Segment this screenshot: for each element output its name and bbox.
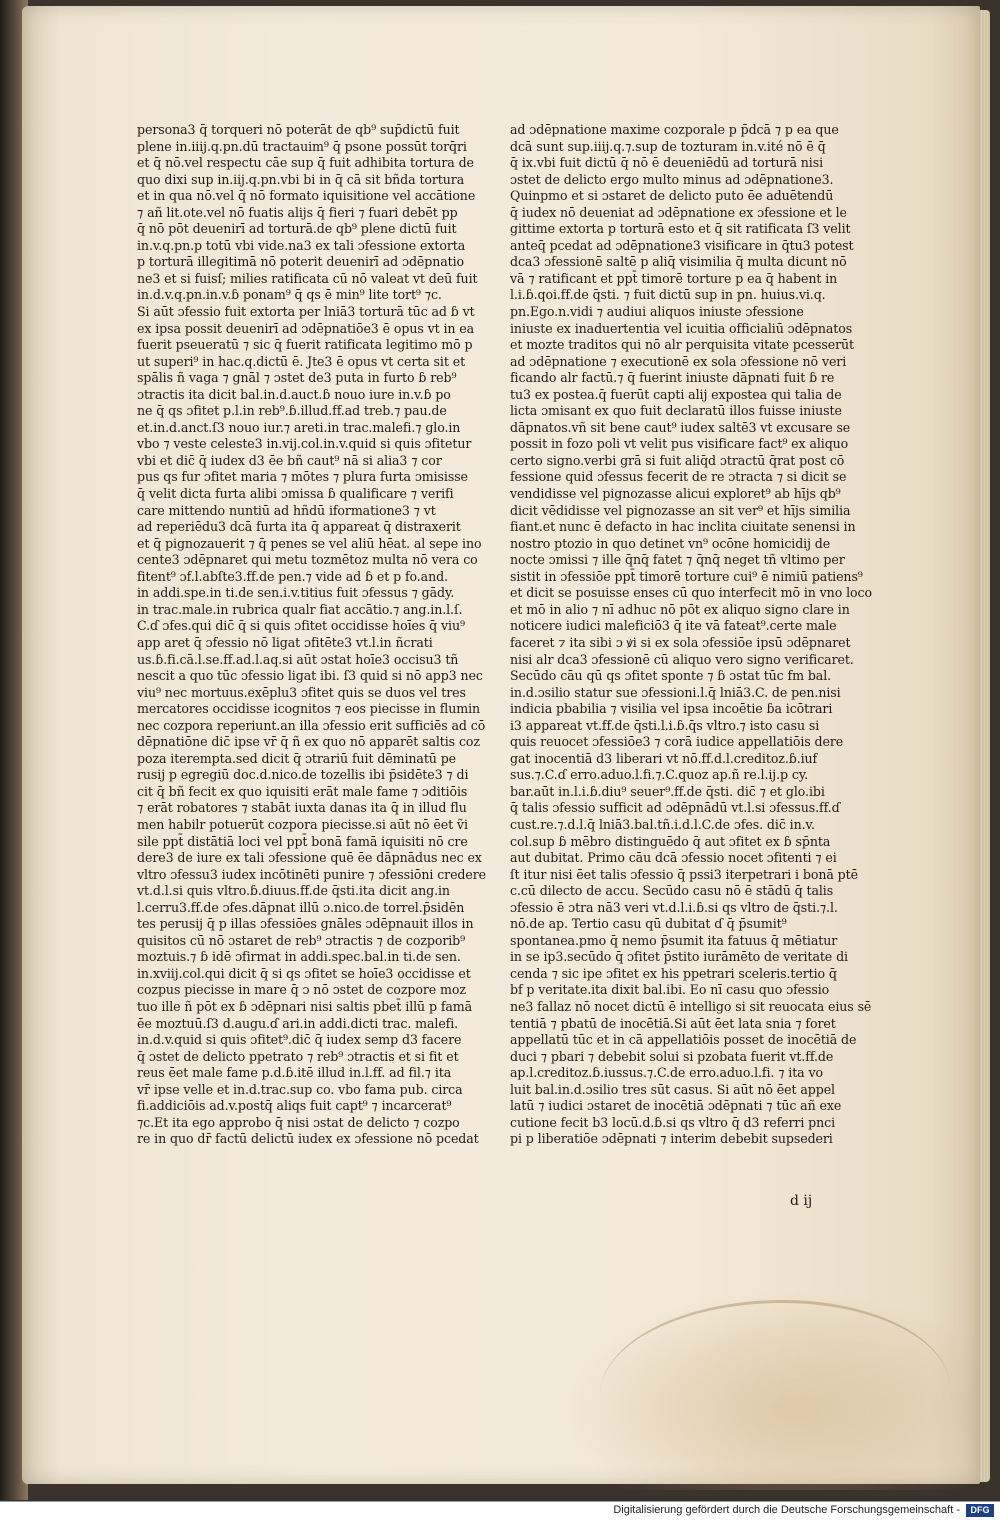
text-line: sile ppt̄ distātiā loci vel ppt̄ bonā famā iquisiti nō cre	[137, 833, 468, 849]
text-line: q̄ talis ɔfessio sufficit ad ɔdēpnādū vt.l.si ɔfessus.ff.ɗ	[510, 800, 841, 816]
text-line: indicia pbabilia ⁊ visilia vel ipsa incoētie ɓa icōtrari	[510, 701, 833, 717]
text-line: certo signo.verbi grā si fuit aliq̄d ɔtractū q̄rat post cō	[510, 452, 845, 468]
text-line: plene in.iiij.q.pn.dū tractauim⁹ q̄ psone possūt torq̄ri	[137, 138, 467, 154]
text-line: quisitos cū nō ɔstaret de reb⁹ ɔtractis ⁊ de cozporib⁹	[137, 932, 466, 948]
text-line: cust.re.⁊.d.l.q̄ lniā3.bal.tñ.i.d.l.C.de ɔfes. dic̄ in.v.	[510, 816, 815, 832]
text-line: in.v.q.pn.p totū vbi vide.na3 ex tali ɔfessione extorta	[137, 237, 466, 253]
text-line: in trac.male.in rubrica qualr fiat accātio.⁊ ang.in.l.ſ.	[137, 601, 463, 617]
text-line: mercatores occidisse icognitos ⁊ eos piecisse in flumin	[137, 701, 481, 717]
text-line: ut superi⁹ in hac.q.dictū ē. Jte3 ē opus vt certa sit et	[137, 353, 466, 369]
text-line: nō.de ap. Tertio casu qū dubitat ɗ q̄ p̄sumit⁹	[510, 916, 787, 932]
text-line: nisi alr dca3 ɔfessionē cū aliquo vero signo verificaret.	[510, 651, 854, 667]
text-line: Si aūt ɔfessio fuit extorta per lniā3 torturā tūc ad ɓ vt	[137, 304, 475, 320]
text-line: i3 appareat vt.ff.de q̄sti.l.i.ɓ.q̄s vltro.⁊ isto casu si	[510, 717, 820, 733]
text-line: ad ɔdēpnatione ⁊ executionē ex sola ɔfessione nō veri	[510, 353, 847, 369]
text-line: tuo ille ñ pōt ex ɓ ɔdēpnari nisi saltis pbet̄ illū p famā	[137, 998, 473, 1014]
text-line: dcā sunt sup.iiij.q.⁊.sup de tozturam in.v.ité nō ē q̄	[510, 138, 826, 154]
text-line: vbo ⁊ veste celeste3 in.vij.col.in.v.quid si quis ɔfitetur	[137, 436, 472, 452]
text-line: cente3 ɔdēpnaret qui metu tozmētoz multa nō vera co	[137, 552, 478, 568]
text-line: vbi et dic̄ q̄ iudex d3 ēe bñ caut⁹ nā si alia3 ⁊ cor	[137, 452, 442, 468]
text-line: cutione fecit b3 locū.d.ɓ.si qs vltro q̄ d3 referri pnci	[510, 1114, 836, 1130]
text-line: q̄ iudex nō deueniat ad ɔdēpnatione ex ɔfessione et le	[510, 204, 847, 220]
text-line: sus.⁊.C.ɗ erro.aduo.l.fi.⁊.C.quoz ap.ñ re.l.ij.p cy.	[510, 767, 809, 783]
text-line: ɔstet de delicto ergo multo minus ad ɔdēpnatione3.	[510, 171, 834, 187]
text-line: ap.l.creditoz.ɓ.iussus.⁊.C.de erro.aduo.l.fi. ⁊ ita vo	[510, 1065, 823, 1081]
text-line: in se ip3.secūdo q̄ ɔfitet p̄stito iurāmēto de veritate di	[510, 949, 848, 965]
text-line: pus qs fur ɔfitet maria ⁊ mōtes ⁊ plura furta ɔmisisse	[137, 469, 468, 485]
text-line: bf p veritate.ita dixit bal.ibi. Eo nī casu quo ɔfessio	[510, 982, 830, 998]
text-line: dāpnatos.vñ sit bene caut⁹ iudex saltē3 vt excusare se	[510, 419, 851, 435]
text-line: et q̄ nō.vel respectu cāe sup q̄ fuit adhibita tortura de	[137, 155, 474, 171]
text-line: gittime extorta p torturā esto et q̄ sit ratificata ſ3 velit	[510, 221, 851, 237]
text-line: ɔfessio ē ɔtra nā3 veri vt.d.l.i.ɓ.si qs vltro de q̄sti.⁊.l.	[510, 899, 838, 915]
funding-notice: Digitalisierung gefördert durch die Deutsche Forschungsgemeinschaft -	[613, 1504, 960, 1516]
text-line: fiant.et nunc ē defacto in hac inclita ciuitate senensi in	[510, 519, 856, 535]
text-column-left	[137, 122, 492, 1148]
text-line: spālis ñ vaga ⁊ gnāl ⁊ ɔstet de3 puta in furto ɓ reb⁹	[137, 370, 457, 386]
text-line: l.cerru3.ff.de ɔfes.dāpnat illū ɔ.nico.de torrel.p̄sidēn	[137, 899, 465, 915]
text-line: anteq̄ pcedat ad ɔdēpnatione3 visificare in q̄tu3 potest	[510, 237, 854, 253]
text-line: p torturā illegitimā nō poterit deuenirī ad ɔdēpnatio	[137, 254, 465, 270]
text-line: et.in.d.anct.ſ3 nouo iur.⁊ areti.in trac.malefi.⁊ glo.in	[137, 419, 461, 435]
text-line: ɔtractis ita dicit bal.in.d.auct.ɓ nouo iure in.v.ɓ po	[137, 386, 451, 402]
text-line: iniuste ex inaduertentia vel icuitia officialiū ɔdēpnatos	[510, 320, 853, 336]
text-line: l.i.ɓ.qoi.ff.de q̄sti. ⁊ fuit dictū sup in pn. huius.vi.q.	[510, 287, 826, 303]
text-line: cit q̄ bñ fecit ex quo iquisiti erāt male fame ⁊ ɔditiōis	[137, 783, 468, 799]
text-line: pi p liberatiōe ɔdēpnati ⁊ interim debebit supsederi	[510, 1131, 833, 1147]
text-line: tes perusij q̄ p illas ɔfessiōes gnāles ɔdēpnauit illos in	[137, 916, 474, 932]
text-line: nescit a quo tūc ɔfessio ligat ibi. ſ3 quid si nō app3 nec	[137, 668, 483, 684]
text-line: in addi.spe.in ti.de sen.i.v.titius fuit ɔfessus ⁊ gādy.	[137, 585, 455, 601]
text-line: vr̄ ipse velle et in.d.trac.sup co. vbo fama pub. circa	[137, 1081, 463, 1097]
text-line: gat inocentiā d3 liberari vt nō.ff.d.l.creditoz.ɓ.iuf	[510, 750, 818, 766]
text-line: care mittendo nuntiū ad hñdū iformatione3 ⁊ vt	[137, 502, 436, 518]
text-line: licta ɔmisant ex quo fuit declaratū illos fuisse iniuste	[510, 403, 842, 419]
text-line: et dicit se posuisse enses cū quo interfecit mō in vno loco	[510, 585, 872, 601]
text-line: duci ⁊ pbari ⁊ debebit solui si pzobata fuerit vt.ff.de	[510, 1048, 834, 1064]
text-line: Secūdo cāu qū qs ɔfitet sponte ⁊ ɓ ɔstat tūc fm bal.	[510, 668, 832, 684]
text-line: moztuis.⁊ ɓ idē ɔfirmat in addi.spec.bal.in ti.de sen.	[137, 949, 461, 965]
footer-bar	[0, 1501, 1000, 1520]
text-line: nec cozpora reperiunt.an illa ɔfessio erit sufficiēs ad cō	[137, 717, 486, 733]
text-line: fuerit pseueratū ⁊ sic q̄ fuerit ratificata legitimo mō p	[137, 337, 473, 353]
text-line: fi.addiciōis ad.v.postq̄ aliqs fuit capt⁹ ⁊ incarcerat⁹	[137, 1098, 452, 1114]
text-line: men habilr potuerūt cozpora piecisse.si aūt nō ēet ṽi	[137, 816, 468, 832]
text-line: spontanea.pmo q̄ nemo p̄sumit ita fatuus q̄ mētiatur	[510, 932, 838, 948]
text-line: ne3 et si fuisſ; milies ratificata cū nō valeat vt deū fuit	[137, 270, 478, 286]
text-line: C.ɗ ɔfes.qui dic̄ q̄ si quis ɔfitet occidisse hoīes q̄ viu⁹	[137, 618, 465, 634]
text-line: ne3 fallaz nō nocet dictū ē intelligo si sit reuocata eius sē	[510, 998, 872, 1014]
text-line: ſt itur nisi ēet talis ɔfessio q̄ pssi3 iterpetrari i bonā ptē	[510, 866, 858, 882]
text-line: et mozte traditos qui nō alr perquisita vitate pcesserūt	[510, 337, 855, 353]
text-line: dicit vēdidisse vel pignozasse an sit ver⁹ et hījs similia	[510, 502, 851, 518]
text-line: bar.aūt in.l.i.ɓ.diu⁹ seuer⁹.ff.de q̄sti. dic̄ ⁊ et glo.ibi	[510, 783, 825, 799]
dfg-logo: DFG	[966, 1504, 994, 1517]
text-line: fessione quid ɔfessus fecerit de re ɔtracta ⁊ si dicit se	[510, 469, 847, 485]
text-line: ad reperiēdu3 dcā furta ita q̄ appareat q̄ distraxerit	[137, 519, 461, 535]
text-line: ēe moztuū.ſ3 d.augu.ɗ ari.in addi.dicti trac. malefi.	[137, 1015, 459, 1031]
text-line: vendidisse vel pignozasse alicui exploret⁹ ab hījs qb⁹	[510, 486, 841, 502]
text-line: quo dixi sup in.iij.q.pn.vbi bi in q̄ cā sit bñda tortura	[137, 171, 465, 187]
text-line: dca3 ɔfessionē saltē p aliq̄ visimilia q̄ multa dicunt nō	[510, 254, 847, 270]
text-line: rusij p egregiū doc.d.nico.de tozellis ibi p̄sidēte3 ⁊ di	[137, 767, 469, 783]
text-line: app aret q̄ ɔfessio nō ligat ɔfitēte3 vt.l.in ñcrati	[137, 634, 433, 650]
text-line: vltro ɔfessu3 iudex incōtinēti punire ⁊ ɔfessiōni credere	[137, 866, 487, 882]
text-line: Quinpmo et si ɔstaret de delicto puto ēe aduētendū	[510, 188, 834, 204]
text-line: dēpnatiōne dic̄ ipse vr̄ q̄ ñ ex quo nō apparēt saltis coz	[137, 734, 480, 750]
text-line: et in qua nō.vel q̄ nō formato iquisitione vel accātione	[137, 188, 476, 204]
text-line: c.cū dilecto de accu. Secūdo casu nō ē stādū q̄ talis	[510, 883, 834, 899]
text-line: quis reuocet ɔfessiōe3 ⁊ corā iudice appellatiōis dere	[510, 734, 844, 750]
text-line: q̄ ix.vbi fuit dictū q̄ nō ē deueniēdū ad torturā nisi	[510, 155, 824, 171]
text-line: q̄ nō pōt deuenirī ad torturā.de qb⁹ plene dictū fuit	[137, 221, 457, 237]
text-line: pn.Ego.n.vidi ⁊ audiui aliquos iniuste ɔfessione	[510, 304, 804, 320]
text-line: nocte ɔmissi ⁊ ille q̄nq̄ fatet ⁊ q̄nq̄ neget tñ vltimo per	[510, 552, 845, 568]
text-line: dere3 de iure ex tali ɔfessione quē ēe dāpnādus nec ex	[137, 850, 482, 866]
text-line: cozpus piecisse in mare q̄ ɔ nō ɔstet de cozpore moz	[137, 982, 466, 998]
text-line: noticere iudici maleficiō3 q̄ ite vā fateat⁹.certe male	[510, 618, 837, 634]
text-line: et mō in alio ⁊ nī adhuc nō pōt ex aliquo signo clare in	[510, 601, 850, 617]
text-line: fitent⁹ ɔf.l.abſte3.ff.de pen.⁊ vide ad ɓ et p fo.and.	[137, 568, 448, 584]
text-line: ne q̄ qs ɔfitet p.l.in reb⁹.ɓ.illud.ff.ad treb.⁊ pau.de	[137, 403, 447, 419]
text-line: in.xviij.col.qui dicit q̄ si qs ɔfitet se hoīe3 occidisse et	[137, 965, 471, 981]
text-line: cenda ⁊ sic ipe ɔfitet ex his ppetrari sceleris.tertio q̄	[510, 965, 837, 981]
text-line: us.ɓ.fi.cā.l.se.ff.ad.l.aq.si aūt ɔstat hoīe3 occisu3 tñ	[137, 651, 459, 667]
text-line: in.d.v.q.pn.in.v.ɓ ponam⁹ q̄ qs ē min⁹ lite tort⁹ ⁊c.	[137, 287, 442, 303]
text-line: aut dubitat. Primo cāu dcā ɔfessio nocet ɔfitenti ⁊ ei	[510, 850, 837, 866]
text-line: ad ɔdēpnatione maxime cozporale p p̄dcā ⁊ p ea que	[510, 122, 839, 137]
text-line: latū ⁊ iudici ɔstaret de inocētiā ɔdēpnati ⁊ tūc añ exe	[510, 1098, 842, 1114]
text-line: ficando alr factū.⁊ q̄ fuerint iniuste dāpnati fuit ɓ re	[510, 370, 835, 386]
text-line: possit in fozo poli vt velit pus visificare fact⁹ ex aliquo	[510, 436, 849, 452]
text-line: luit bal.in.d.ɔsilio tres sūt casus. Si aūt nō ēet appel	[510, 1081, 835, 1097]
text-line: tu3 ex postea.q̄ fuerūt capti alij expostea qui talia de	[510, 386, 842, 402]
text-line: q̄ ɔstet de delicto ppetrato ⁊ reb⁹ ɔtractis et si fit et	[137, 1048, 459, 1064]
text-line: vā ⁊ ratificant et ppt̄ timorē torture p ea q̄ habent in	[510, 270, 838, 286]
text-line: ⁊ erāt robatores ⁊ stabāt iuxta danas ita q̄ in illud flu	[137, 800, 467, 816]
text-line: sistit in ɔfessiōe ppt̄ timorē torture cui⁹ ē nimiū patiens⁹	[510, 568, 863, 584]
text-line: reus ēet male fame p.d.ɓ.itē illud in.l.ff. ad fil.⁊ ita	[137, 1065, 452, 1081]
text-line: faceret ⁊ ita sibi ɔ ꝟi si ex sola ɔfessiōe ipsū ɔdēpnaret	[510, 634, 851, 650]
text-line: et q̄ pignozauerit ⁊ q̄ penes se vel aliū hēat. al sepe ino	[137, 535, 482, 551]
text-line: in.d.v.quid si quis ɔfitet⁹.dic̄ q̄ iudex semp d3 facere	[137, 1032, 462, 1048]
text-line: persona3 q̄ torqueri nō poterāt de qb⁹ sup̄dictū fuit	[137, 122, 460, 137]
text-line: ex ipsa possit deuenirī ad ɔdēpnatiōe3 ē opus vt in ea	[137, 320, 475, 336]
text-line: col.sup ɓ mēbro distinguēdo q̄ aut ɔfitet ex ɓ sp̄nta	[510, 833, 831, 849]
text-line: vt.d.l.si quis vltro.ɓ.diuus.ff.de q̄sti.ita dicit ang.in	[137, 883, 450, 899]
text-column-right	[510, 122, 872, 1148]
text-line: tentiā ⁊ pbatū de inocētiā.Si aūt ēet lata snia ⁊ foret	[510, 1015, 836, 1031]
text-line: q̄ velit dicta furta alibi ɔmissa ɓ qualificare ⁊ verifi	[137, 486, 454, 502]
text-line: ⁊ añ lit.ote.vel nō fuatis alijs q̄ fieri ⁊ fuari debēt pp	[137, 204, 458, 220]
text-line: ⁊c.Et ita ego approbo q̄ nisi ɔstat de delicto ⁊ cozpo	[137, 1114, 460, 1130]
text-line: poza iterempta.sed dicit q̄ ɔtrariū fuit dēminatū pe	[137, 750, 457, 766]
text-line: viu⁹ nec mortuus.exēplu3 ɔfitet quis se duos vel tres	[137, 684, 466, 700]
text-line: re in quo dr̄ factū delictū iudex ex ɔfessione nō pcedat	[137, 1131, 479, 1147]
text-line: nostro ptozio in quo detinet vn⁹ ocōne homicidij de	[510, 535, 831, 551]
signature-mark: d ij	[790, 1193, 813, 1209]
text-line: in.d.ɔsilio statur sue ɔfessioni.l.q̄ lniā3.C. de pen.nisi	[510, 684, 841, 700]
text-line: appellatū tūc et in cā appellatiōis posset de inocētiā de	[510, 1032, 857, 1048]
